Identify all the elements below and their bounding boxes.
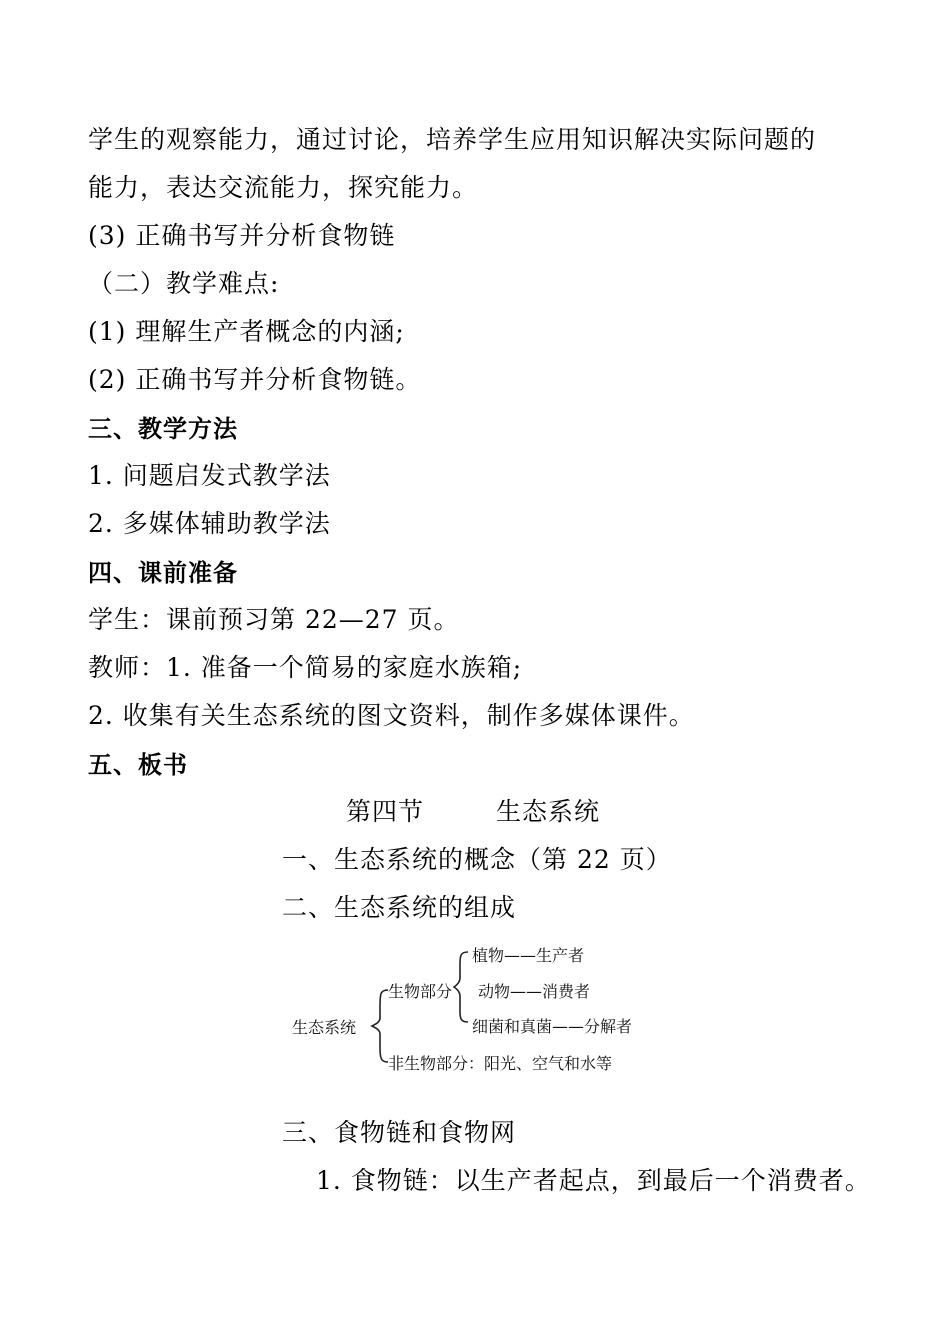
board-point-3-sub: 1. 食物链：以生产者起点，到最后一个消费者。 bbox=[316, 1166, 871, 1195]
paragraph-line: 能力，表达交流能力，探究能力。 bbox=[88, 173, 479, 202]
diagram-decomposer: 细菌和真菌——分解者 bbox=[472, 1017, 633, 1036]
section-heading-board: 五、板书 bbox=[88, 751, 188, 779]
paragraph-line: (1) 理解生产者概念的内涵; bbox=[88, 317, 405, 346]
list-item: 1. 问题启发式教学法 bbox=[88, 461, 331, 490]
ecosystem-composition-diagram bbox=[288, 938, 678, 1078]
diagram-bio-part: 生物部分 bbox=[388, 982, 453, 1001]
student-prep: 学生：课前预习第 22—27 页。 bbox=[88, 605, 460, 634]
diagram-nonbio-part: 非生物部分：阳光、空气和水等 bbox=[388, 1054, 613, 1073]
section-heading-preparation: 四、课前准备 bbox=[88, 559, 238, 587]
teacher-prep-2: 2. 收集有关生态系统的图文资料，制作多媒体课件。 bbox=[88, 701, 695, 730]
paragraph-line: 学生的观察能力，通过讨论，培养学生应用知识解决实际问题的 bbox=[88, 125, 817, 154]
diagram-root: 生态系统 bbox=[292, 1018, 357, 1037]
board-title-left: 第四节 bbox=[346, 797, 425, 826]
paragraph-line: (3) 正确书写并分析食物链 bbox=[88, 221, 396, 250]
teacher-prep: 教师：1. 准备一个简易的家庭水族箱; bbox=[88, 653, 523, 682]
list-item: 2. 多媒体辅助教学法 bbox=[88, 509, 331, 538]
section-heading-methods: 三、教学方法 bbox=[88, 415, 238, 443]
subheading-difficulty: （二）教学难点: bbox=[88, 269, 280, 298]
board-title-right: 生态系统 bbox=[496, 797, 601, 826]
paragraph-line: (2) 正确书写并分析食物链。 bbox=[88, 365, 422, 394]
board-point-3: 三、食物链和食物网 bbox=[282, 1118, 517, 1147]
board-point-1: 一、生态系统的概念（第 22 页） bbox=[282, 845, 672, 874]
diagram-consumer: 动物——消费者 bbox=[478, 982, 591, 1001]
diagram-producer: 植物——生产者 bbox=[472, 946, 585, 965]
board-point-2: 二、生态系统的组成 bbox=[282, 893, 517, 922]
